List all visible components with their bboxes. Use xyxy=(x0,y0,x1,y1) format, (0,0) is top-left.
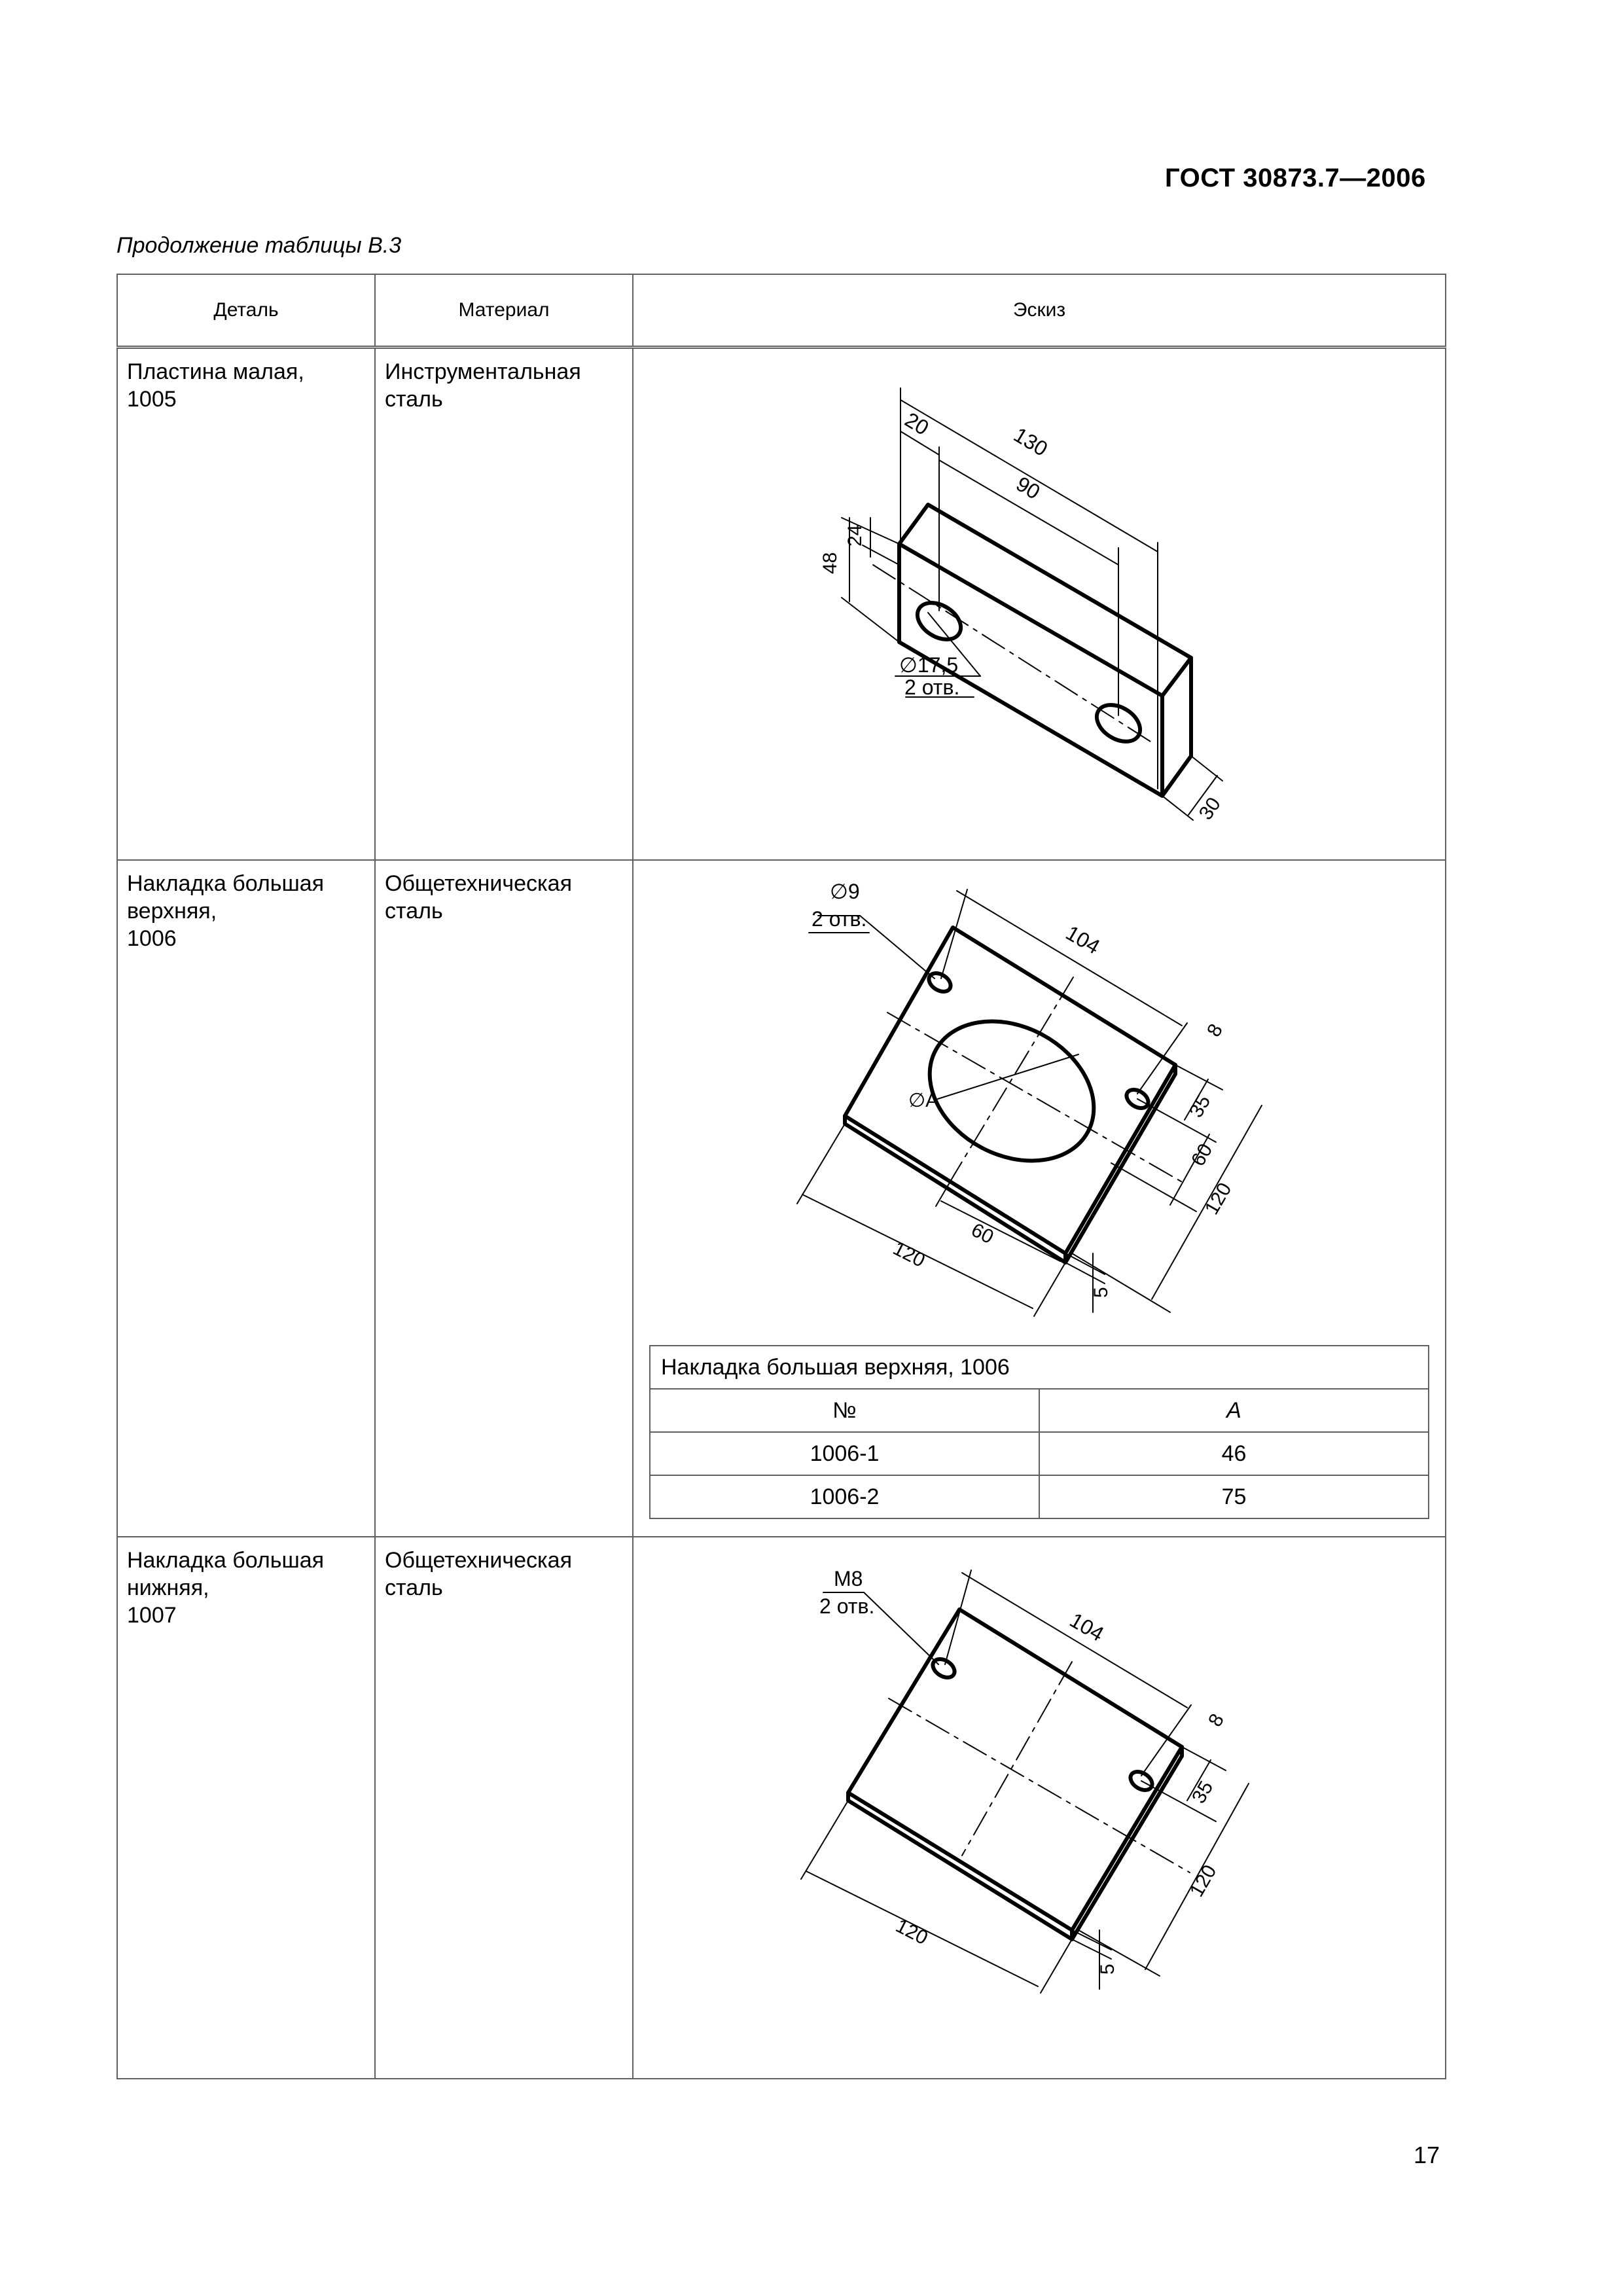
dim-label: 120 xyxy=(1200,1179,1236,1219)
material-line: сталь xyxy=(385,899,443,924)
dim-label: 104 xyxy=(1061,920,1104,959)
dim-label: 24 xyxy=(844,524,866,547)
sketch-cell xyxy=(633,1537,1446,2079)
detail-code: 1006 xyxy=(127,926,177,951)
dim-label: 60 xyxy=(967,1219,997,1249)
detail-name: нижняя, xyxy=(127,1575,209,1600)
dim-label: 130 xyxy=(1009,422,1052,461)
dim-label: 120 xyxy=(1185,1861,1221,1901)
variants-row xyxy=(650,1432,1429,1475)
detail-code: 1005 xyxy=(127,387,177,412)
variant-a: 75 xyxy=(1039,1475,1429,1518)
sketch-plate-1006 xyxy=(633,861,1446,1332)
dim-label: 120 xyxy=(892,1914,931,1950)
variants-title-row xyxy=(650,1346,1429,1389)
material-cell xyxy=(375,860,633,1537)
hole-count-label: 2 отв. xyxy=(819,1594,875,1618)
dim-label: 104 xyxy=(1065,1607,1108,1646)
dim-label: 8 xyxy=(1203,1020,1228,1041)
parts-table xyxy=(116,274,1446,2079)
sketch-plate-1007 xyxy=(633,1537,1446,2078)
variants-row xyxy=(650,1475,1429,1518)
detail-name: Накладка большая xyxy=(127,871,325,896)
material-line: Общетехническая xyxy=(385,871,572,896)
detail-cell xyxy=(117,1537,375,2079)
variants-title: Накладка большая верхняя, 1006 xyxy=(650,1346,1429,1389)
variants-table xyxy=(649,1345,1429,1519)
page-number: 17 xyxy=(1414,2142,1440,2168)
variant-no: 1006-2 xyxy=(650,1475,1039,1518)
dim-label: 48 xyxy=(819,552,841,574)
material-cell xyxy=(375,348,633,861)
detail-cell xyxy=(117,348,375,861)
detail-name: Пластина малая, xyxy=(127,359,304,384)
column-header-detail: Деталь xyxy=(117,274,375,348)
center-diameter-label: ∅A xyxy=(908,1090,939,1111)
material-line: сталь xyxy=(385,1575,443,1600)
dim-label: 35 xyxy=(1188,1777,1218,1808)
dim-label: 35 xyxy=(1185,1091,1215,1122)
detail-code: 1007 xyxy=(127,1603,177,1628)
sketch-cell xyxy=(633,348,1446,861)
hole-count-label: 2 отв. xyxy=(812,907,867,931)
table-header-row xyxy=(117,274,1446,348)
sketch-cell xyxy=(633,860,1446,1537)
table-row xyxy=(117,860,1446,1537)
variants-header-a: A xyxy=(1039,1389,1429,1432)
dim-label: 20 xyxy=(901,407,933,440)
dim-label: 60 xyxy=(1187,1139,1217,1170)
dim-label: 120 xyxy=(889,1237,929,1272)
hole-diameter-label: ∅9 xyxy=(830,880,860,903)
dim-label: 30 xyxy=(1194,793,1225,824)
column-header-sketch: Эскиз xyxy=(633,274,1446,348)
table-row xyxy=(117,1537,1446,2079)
detail-cell xyxy=(117,860,375,1537)
material-cell xyxy=(375,1537,633,2079)
document-header: ГОСТ 30873.7—2006 xyxy=(1165,164,1426,192)
hole-diameter-label: ∅17,5 xyxy=(899,653,959,677)
variants-header-row xyxy=(650,1389,1429,1432)
table-row xyxy=(117,348,1446,861)
dim-label: 90 xyxy=(1012,471,1044,504)
variants-header-no: № xyxy=(650,1389,1039,1432)
column-header-material: Материал xyxy=(375,274,633,348)
dim-label: 5 xyxy=(1090,1287,1112,1298)
material-line: Общетехническая xyxy=(385,1548,572,1573)
variant-no: 1006-1 xyxy=(650,1432,1039,1475)
hole-count-label: 2 отв. xyxy=(904,675,960,699)
dim-label: 5 xyxy=(1097,1964,1118,1975)
detail-name: Накладка большая xyxy=(127,1548,325,1573)
thread-label: M8 xyxy=(834,1567,863,1590)
material-line: сталь xyxy=(385,387,443,412)
sketch-plate-1005 xyxy=(633,349,1446,859)
detail-name: верхняя, xyxy=(127,899,217,924)
material-line: Инструментальная xyxy=(385,359,581,384)
dim-label: 8 xyxy=(1204,1710,1229,1731)
table-caption: Продолжение таблицы В.3 xyxy=(116,233,402,258)
variant-a: 46 xyxy=(1039,1432,1429,1475)
